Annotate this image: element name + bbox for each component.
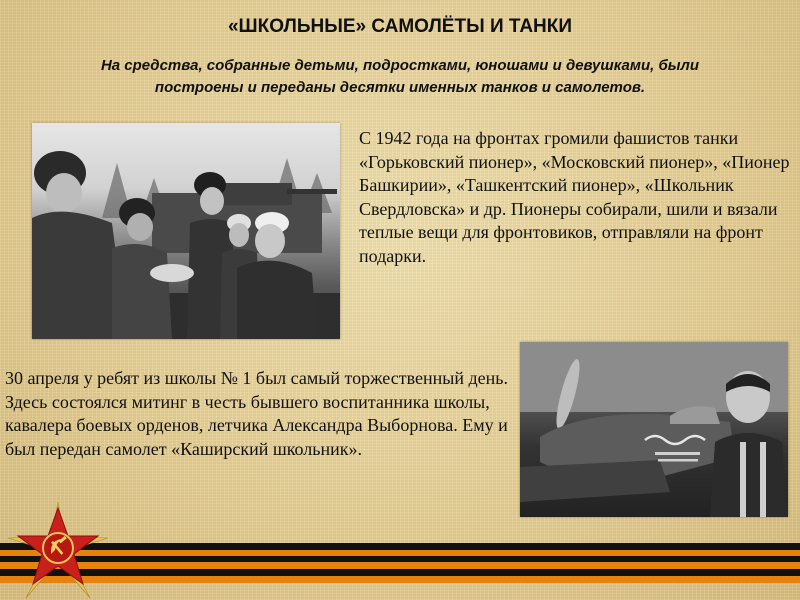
tank-crew-photo — [32, 123, 340, 339]
st-george-ribbon — [0, 543, 800, 583]
tank-crew-illustration — [32, 123, 340, 339]
pilot-airplane-illustration — [520, 342, 788, 517]
page-title: «ШКОЛЬНЫЕ» САМОЛЁТЫ И ТАНКИ — [227, 16, 573, 37]
red-star-order-icon — [6, 500, 110, 600]
subtitle-line-2: построены и переданы десятки именных танков и самолетов. — [154, 79, 646, 96]
pilot-airplane-photo — [520, 342, 788, 517]
subtitle-line-1: На средства, собранные детьми, подростками, юношами и девушками, были — [100, 57, 700, 74]
page-subtitle — [40, 55, 760, 99]
paragraph-pilot: 30 апреля у ребят из школы № 1 был самый торжественный день. Здесь состоялся митинг в честь бывшего воспитанника школы, кавалера боевых орденов, летчика Александра Выборнова. Ему и был передан самолет «Каширский школьник». — [5, 368, 508, 459]
paragraph-tanks: С 1942 года на фронтах громили фашистов танки «Горьковский пионер», «Московский пионер», «Пионер Башкирии», «Ташкентский пионер», «Школьник Свердловска» и др. Пионеры собирали, шили и вязали теплые вещи для фронтовиков, отправляли на фронт подарки. — [359, 128, 790, 266]
